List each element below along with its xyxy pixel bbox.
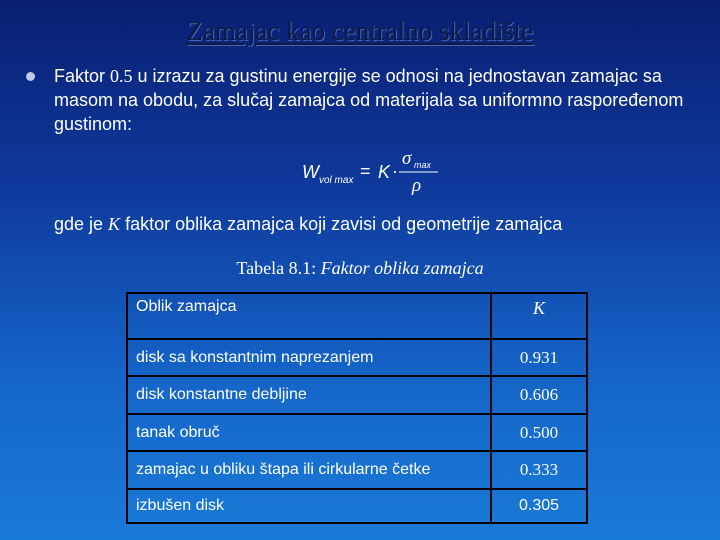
factor-value: 0.5 — [110, 66, 133, 86]
bullet-text-after: u izrazu za gustinu energije se odnosi na jednostavan zamajac sa masom na obodu, za slučaj zamajca od materijala sa uniformno raspoređenom gustinom: — [54, 66, 684, 134]
bullet-text-before: Faktor — [54, 66, 111, 86]
row-shape: disk konstantne debljine — [127, 376, 491, 413]
row-shape: disk sa konstantnim naprezanjem — [127, 339, 491, 376]
formula-lhs-symbol: W — [302, 162, 319, 182]
formula-lhs-subscript: vol max — [319, 175, 354, 186]
row-k-value: 0.333 — [491, 451, 587, 488]
row-k-value: 0.500 — [491, 414, 587, 451]
bullet-circle-icon — [26, 72, 35, 81]
row-shape: tanak obruč — [127, 414, 491, 451]
formula-numerator-subscript: max — [414, 160, 432, 170]
table-row — [127, 414, 587, 451]
table-row — [127, 451, 587, 488]
header-k: K — [491, 293, 587, 339]
table-row — [127, 339, 587, 376]
row-k-value: 0.606 — [491, 376, 587, 413]
table-caption-title: Faktor oblika zamajca — [320, 258, 484, 278]
shape-factor-note — [54, 212, 694, 236]
formula-dot: · — [392, 161, 398, 181]
slide-title: Zamajac kao centralno skladište — [186, 16, 534, 46]
row-k-value: 0.305 — [491, 489, 587, 523]
header-shape: Oblik zamajca — [127, 293, 491, 339]
row-shape: zamajac u obliku štapa ili cirkularne četke — [127, 451, 491, 488]
shape-factor-table — [126, 292, 588, 524]
formula-factor: K — [378, 162, 391, 182]
energy-density-formula — [300, 148, 460, 202]
formula-equals: = — [360, 161, 371, 181]
formula-denominator: ρ — [412, 175, 422, 196]
bullet-paragraph — [54, 64, 694, 136]
formula-numerator-symbol: σ — [402, 148, 412, 169]
note-symbol: K — [108, 214, 121, 234]
table-header-row — [127, 293, 587, 339]
row-shape: izbušen disk — [127, 489, 491, 523]
table-caption — [0, 258, 720, 279]
row-k-value: 0.931 — [491, 339, 587, 376]
note-text-before: gde je — [54, 214, 109, 234]
note-text-after: faktor oblika zamajca koji zavisi od geometrije zamajca — [120, 214, 563, 234]
table-row — [127, 376, 587, 413]
table-caption-label: Tabela 8.1: — [236, 258, 321, 278]
table-row — [127, 489, 587, 523]
